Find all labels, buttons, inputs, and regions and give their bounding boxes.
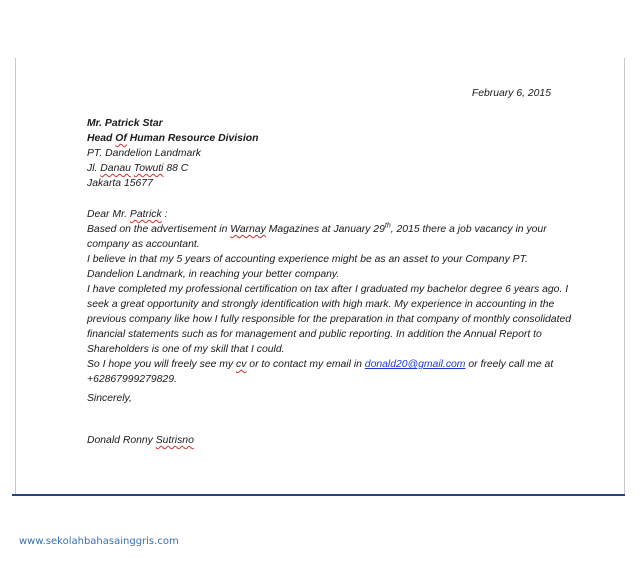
text-part: Based on the advertisement in — [87, 224, 231, 235]
signature-part: Donald Ronny — [87, 435, 156, 446]
paragraph-3-line-2: seek a great opportunity and strongly identification with high mark. My experience in accounting in the — [87, 299, 555, 310]
recipient-street — [87, 161, 557, 176]
salutation-part: Dear Mr. — [87, 209, 130, 220]
paragraph-3-line-1: I have completed my professional certification on tax after I graduated my bachelor degree 6 years ago. I — [87, 284, 569, 295]
recipient-title-part: Human Resource Division — [126, 133, 259, 144]
spellcheck-word: Of — [115, 133, 127, 144]
paragraph-4-line-2: +62867999279829. — [87, 374, 177, 385]
paragraph-1-line-2: company as accountant. — [87, 239, 200, 250]
paragraph-3-line-5: Shareholders is one of my skill that I could. — [87, 344, 285, 355]
recipient-name: Mr. Patrick Star — [87, 118, 163, 129]
spellcheck-word: Towuti — [133, 163, 164, 174]
paragraph-4-line-1 — [87, 357, 557, 372]
street-part: Jl. — [87, 163, 101, 174]
spellcheck-word: Patrick — [129, 209, 162, 220]
recipient-city: Jakarta 15677 — [87, 178, 153, 189]
salutation-part: : — [161, 209, 168, 220]
superscript: th — [384, 222, 391, 230]
spellcheck-word: Sutrisno — [155, 435, 194, 446]
recipient-title — [87, 131, 557, 146]
spellcheck-word: cv — [236, 359, 247, 370]
salutation — [87, 207, 557, 222]
recipient-company: PT. Dandelion Landmark — [87, 148, 201, 159]
letter-date: February 6, 2015 — [471, 88, 551, 99]
recipient-block — [87, 116, 557, 191]
page-bottom-rule — [12, 494, 625, 496]
recipient-title-part: Head — [87, 133, 116, 144]
spellcheck-word: Danau — [100, 163, 131, 174]
text-part: , 2015 there a job vacancy in your — [390, 224, 547, 235]
paragraph-2-line-1: I believe in that my 5 years of accounting experience might be as an asset to your Company PT. — [87, 254, 528, 265]
text-part: or to contact my email in — [246, 359, 365, 370]
closing-block — [87, 391, 557, 406]
signature — [87, 433, 557, 448]
spellcheck-word: Warnay — [230, 224, 266, 235]
paragraph-3-line-3: previous company like how I fully responsible for the preparation in that company of monthly consolidated — [87, 314, 572, 325]
signature-block — [87, 433, 557, 448]
text-part: So I hope you will freely see my — [87, 359, 237, 370]
paragraph-2-line-2: Dandelion Landmark, in reaching your better company. — [87, 269, 340, 280]
street-part: 88 C — [163, 163, 189, 174]
email-link[interactable]: donald20@gmail.com — [364, 359, 466, 370]
text-part: or freely call me at — [465, 359, 554, 370]
text-part: Magazines at January 29 — [265, 224, 385, 235]
footer-website[interactable]: www.sekolahbahasainggris.com — [19, 536, 179, 547]
letter-body — [87, 207, 572, 387]
paragraph-1-line-1 — [87, 222, 557, 237]
closing: Sincerely, — [87, 393, 132, 404]
paragraph-3-line-4: financial statements such as for management and public reporting. In addition the Annual Report to — [87, 329, 542, 340]
